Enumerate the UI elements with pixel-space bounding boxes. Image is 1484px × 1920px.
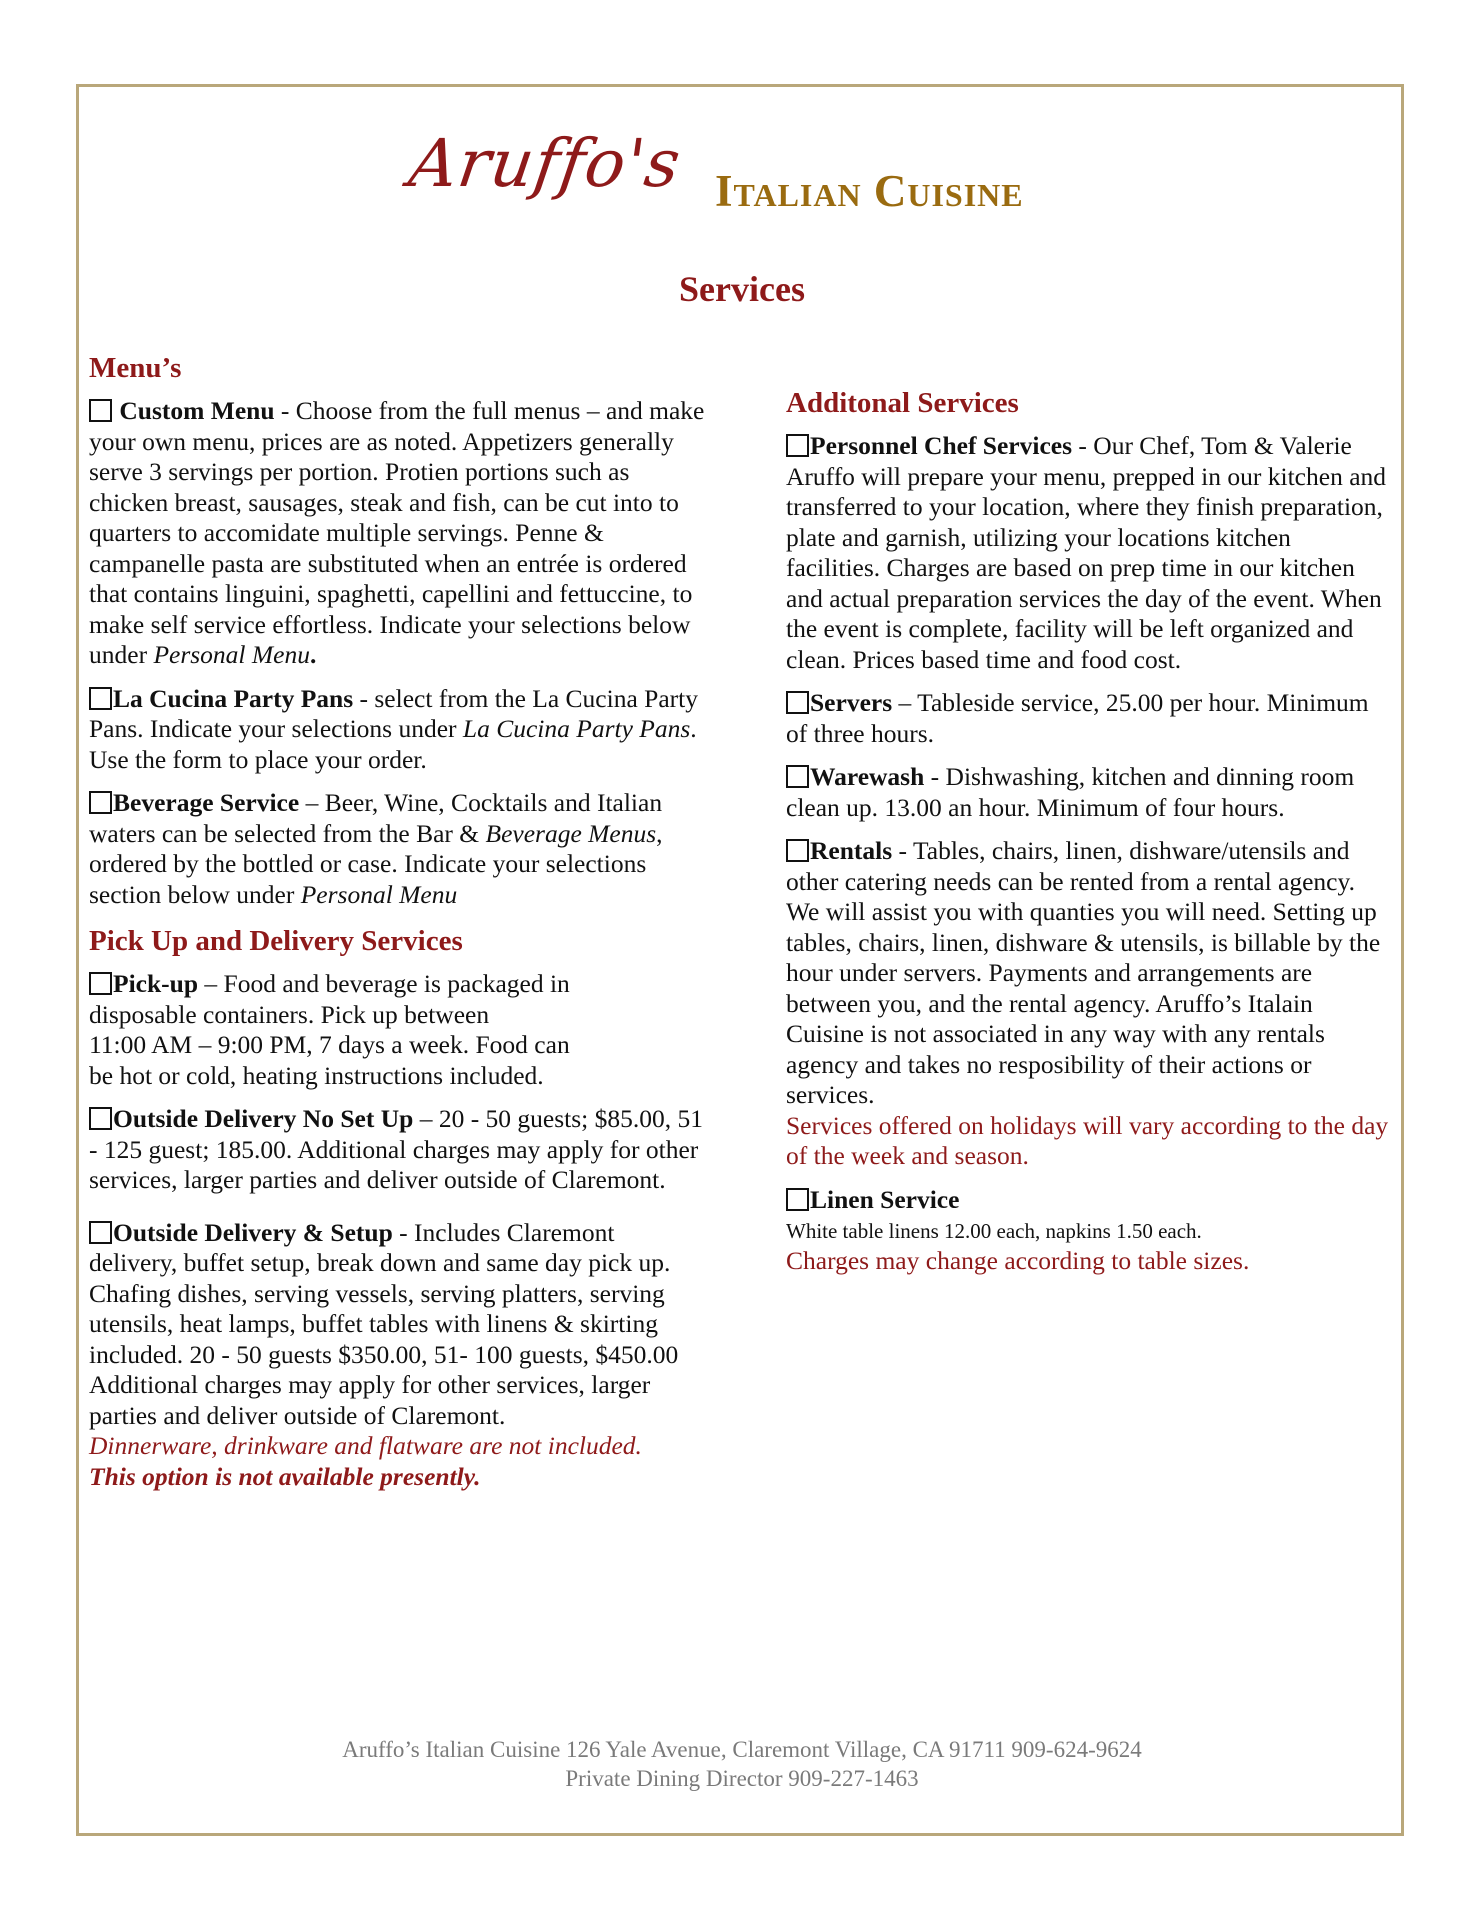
custom-menu-end: . [309,640,317,669]
chef-checkbox[interactable] [786,434,809,457]
footer [0,1735,1484,1793]
footer-address: Aruffo’s Italian Cuisine 126 Yale Avenue, Claremont Village, CA 91711 909-624-9624 [342,1737,1142,1762]
beverage-italic-2: Personal Menu [300,879,458,909]
custom-menu-checkbox[interactable] [89,399,112,422]
party-pans-text: - select from the La Cucina Party Pans. Indicate your selections under [89,683,698,743]
pickup-line-3: 11:00 AM – 9:00 PM, 7 days a week. Food can [89,1030,570,1059]
pickup-checkbox[interactable] [89,972,112,995]
left-column [89,350,709,1505]
beverage-italic-1: Beverage Menus [485,818,657,848]
setup-checkbox[interactable] [89,1221,112,1244]
warewash-label: Warewash [810,762,925,791]
chef-item [786,431,1391,675]
chef-text: - Our Chef, Tom & Valerie Aruffo will prepare your menu, prepped in our kitchen and transferred to your location, where they finish preparation, plate and garnish, utilizing your locations kitchen facilities. Charges are based on prep time in our kitchen and actual preparation services the day of the event. When the event is complete, facility will be left organized and clean. Prices based time and food cost. [786,431,1387,674]
linen-text: White table linens 12.00 each, napkins 1.50 each. [786,1219,1202,1243]
rentals-text: - Tables, chairs, linen, dishware/utensils and other catering needs can be rented from a rental agency. We will assist you with quanties you will need. Setting up tables, chairs, linen, dishware & utensils, is billable by the hour under servers. Payments and arrangements are between you, and the rental agency. Aruffo’s Italain Cuisine is not associated in any way with any rentals agency and takes no resposibility of their actions or services. [786,836,1381,1109]
page-title: Services [679,269,805,309]
no-setup-label: Outside Delivery No Set Up [113,1104,414,1133]
menus-heading: Menu’s [89,352,182,384]
pickup-line-2: disposable containers. Pick up between [89,999,490,1029]
party-pans-item [89,684,709,776]
pickup-line-1: – Food and beverage is packaged in [198,969,570,998]
servers-text: – Tableside service, 25.00 per hour. Minimum of three hours. [786,688,1369,748]
beverage-text: – Beer, Wine, Cocktails and Italian waters can be selected from the Bar & [89,788,663,848]
linen-note: Charges may change according to table sizes. [786,1245,1250,1275]
chef-label: Personnel Chef Services [810,431,1073,460]
servers-item [786,688,1391,749]
party-pans-label: La Cucina Party Pans [113,683,354,713]
no-setup-text: – 20 - 50 guests; $85.00, 51 - 125 guest; 185.00. Additional charges may apply for other services, larger parties and deliver outside of Claremont. [89,1104,704,1194]
beverage-checkbox[interactable] [89,791,112,814]
party-pans-end: . Use the form to place your order. [89,714,697,774]
rentals-note: Services offered on holidays will vary according to the day of the week and season. [786,1110,1389,1170]
pickup-heading: Pick Up and Delivery Services [89,925,463,957]
warewash-item [786,762,1391,823]
linen-label: Linen Service [810,1184,960,1214]
custom-menu-item [89,396,709,671]
beverage-item [89,788,709,910]
pickup-item [89,969,709,1091]
rentals-label: Rentals [810,836,893,865]
beverage-text-2: , ordered by the bottled or case. Indicate your selections section below under [89,818,663,909]
rentals-item [786,836,1391,1172]
setup-label: Outside Delivery & Setup [113,1217,393,1247]
setup-text: - Includes Claremont delivery, buffet setup, break down and same day pick up. Chafing dishes, serving vessels, serving platters, serving utensils, heat lamps, buffet tables with linens & skirting included. 20 - 50 guests $350.00, 51- 100 guests, $450.00 Additional charges may apply for other services, larger parties and deliver outside of Claremont. [89,1217,679,1430]
logo-script: Aruffo's [404,125,686,202]
warewash-checkbox[interactable] [786,765,809,788]
servers-checkbox[interactable] [786,691,809,714]
custom-menu-italic: Personal Menu [153,640,310,669]
no-setup-checkbox[interactable] [89,1107,112,1130]
warewash-text: - Dishwashing, kitchen and dinning room clean up. 13.00 an hour. Minimum of four hours. [786,762,1355,822]
no-setup-item [89,1104,709,1196]
beverage-label: Beverage Service [113,788,300,817]
setup-item [89,1218,709,1493]
logo [404,125,1110,235]
pickup-label: Pick-up [113,969,199,998]
pickup-line-4: be hot or cold, heating instructions included. [89,1060,544,1090]
servers-label: Servers [810,688,893,717]
additional-services-heading: Additonal Services [786,387,1019,419]
linen-checkbox[interactable] [786,1188,809,1211]
logo-subtitle: Italian Cuisine [715,166,1024,216]
party-pans-italic: La Cucina Party Pans [462,714,691,743]
party-pans-checkbox[interactable] [89,687,112,710]
right-column [786,385,1391,1289]
custom-menu-text: - Choose from the full menus – and make your own menu, prices are as noted. Appetizers generally serve 3 servings per portion. Protien portions such as chicken breast, sausages, steak and fish, can be cut into to quarters to accomidate multiple servings. Penne & campanelle pasta are substituted when an entrée is ordered that contains linguini, spaghetti, capellini and fettuccine, to make self service effortless. Indicate your selections below under [89,396,705,669]
rentals-checkbox[interactable] [786,839,809,862]
setup-note-2: This option is not available presently. [89,1461,481,1491]
setup-note-1: Dinnerware, drinkware and flatware are not included. [89,1431,642,1460]
linen-item [786,1185,1391,1277]
custom-menu-label: Custom Menu [119,396,275,425]
footer-director: Private Dining Director 909-227-1463 [565,1766,919,1791]
